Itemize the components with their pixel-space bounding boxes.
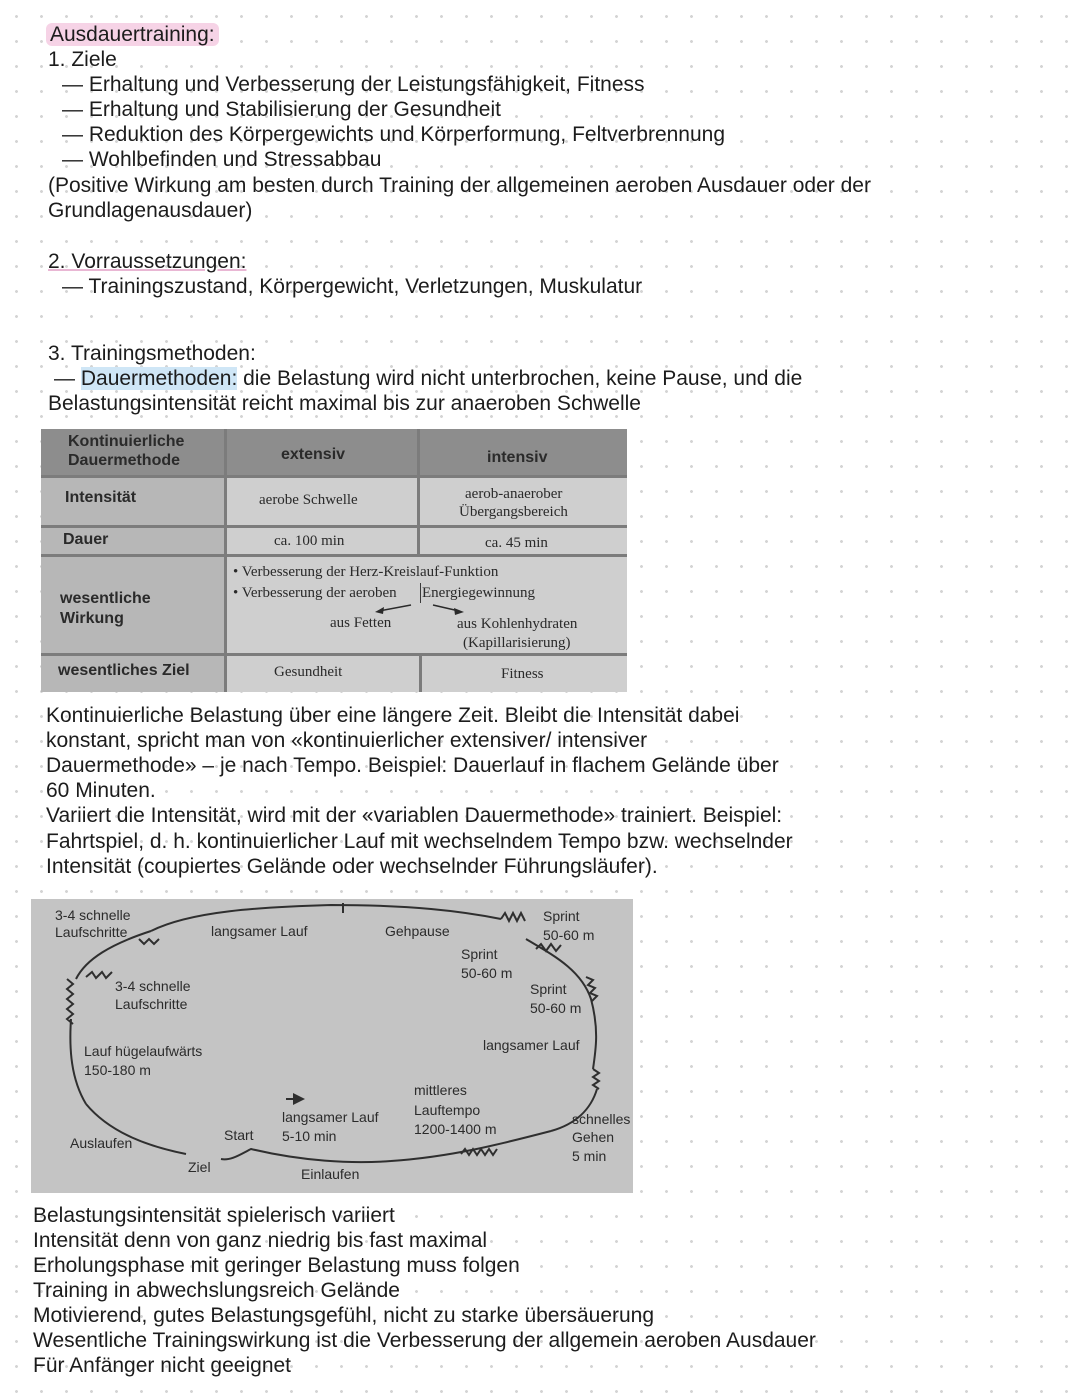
- dauermethoden-highlight: Dauermethoden:: [80, 367, 238, 390]
- table-header-extensiv: extensiv: [281, 446, 346, 463]
- diagram-label: Start: [224, 1127, 254, 1143]
- diagram-label: Ziel: [188, 1159, 211, 1175]
- row-label-wirkung: Wirkung: [60, 610, 124, 627]
- section1-note-line: (Positive Wirkung am besten durch Training der allgemeinen aeroben Ausdauer oder der: [48, 174, 871, 197]
- cell-text: aus Fetten: [330, 615, 392, 631]
- row-label-intensitaet: Intensität: [65, 489, 137, 506]
- paragraph1-line: Kontinuierliche Belastung über eine längere Zeit. Bleibt die Intensität dabei: [46, 704, 740, 727]
- diagram-label: langsamer Lauf: [211, 923, 308, 939]
- diagram-label: Einlaufen: [301, 1166, 360, 1182]
- paragraph2-line: Training in abwechslungsreich Gelände: [33, 1279, 400, 1302]
- diagram-label: Gehpause: [385, 923, 450, 939]
- section2-item: — Trainingszustand, Körpergewicht, Verletzungen, Muskulatur: [62, 275, 643, 298]
- diagram-label: mittleres: [414, 1082, 467, 1098]
- cell-text: ca. 100 min: [274, 533, 345, 549]
- page-title: Ausdauertraining:: [46, 22, 219, 47]
- cell-text: • Verbesserung der aeroben: [233, 585, 397, 601]
- cell-text: ca. 45 min: [485, 535, 548, 551]
- paragraph1-line: Fahrtspiel, d. h. kontinuierlicher Lauf mit wechselndem Tempo bzw. wechselnder: [46, 830, 793, 853]
- course-path: [221, 1149, 391, 1162]
- cell-text: Übergangsbereich: [459, 504, 568, 520]
- sprint-zigzag: [86, 972, 112, 978]
- diagram-label: Laufschritte: [55, 924, 128, 940]
- paragraph2-line: Wesentliche Trainingswirkung ist die Verbesserung der allgemein aeroben Ausdauer: [33, 1329, 816, 1352]
- section1-note-line: Grundlagenausdauer): [48, 199, 253, 222]
- sprint-zigzag: [593, 1069, 599, 1089]
- paragraph2-line: Für Anfänger nicht geeignet: [33, 1354, 292, 1377]
- section1-heading: 1. Ziele: [48, 48, 117, 71]
- diagram-label: schnelles: [572, 1111, 631, 1127]
- cell-text: aerobe Schwelle: [259, 492, 358, 508]
- diagram-label: 1200-1400 m: [414, 1121, 497, 1137]
- arrow-left-icon: [375, 607, 384, 614]
- paragraph1-line: Intensität (coupiertes Gelände oder wechselnder Führungsläufer).: [46, 855, 658, 878]
- paragraph2-line: Erholungsphase mit geringer Belastung muss folgen: [33, 1254, 520, 1277]
- diagram-label: 150-180 m: [84, 1062, 151, 1078]
- cell-text: Gesundheit: [274, 664, 343, 680]
- section3-heading: 3. Trainingsmethoden:: [48, 342, 256, 365]
- goal-item: — Wohlbefinden und Stressabbau: [62, 148, 382, 171]
- sprint-zigzag: [139, 939, 159, 944]
- diagram-label: Sprint: [461, 946, 498, 962]
- section3-line1: — Dauermethoden: die Belastung wird nicht unterbrochen, keine Pause, und die: [54, 367, 803, 390]
- row-label-dauer: Dauer: [63, 531, 109, 548]
- diagram-label: 3-4 schnelle: [55, 907, 131, 923]
- cell-text: aus Kohlenhydraten: [457, 616, 578, 632]
- diagram-label: 3-4 schnelle: [115, 978, 191, 994]
- goal-item: — Erhaltung und Stabilisierung der Gesundheit: [62, 98, 501, 121]
- cell-text: aerob-anaerober: [465, 486, 563, 502]
- section2-heading: 2. Vorraussetzungen:: [48, 250, 247, 273]
- diagram-label: Sprint: [543, 908, 580, 924]
- cell-text: (Kapillarisierung): [463, 635, 571, 651]
- section3-line2: Belastungsintensität reicht maximal bis zur anaeroben Schwelle: [48, 392, 641, 415]
- diagram-label: langsamer Lauf: [483, 1037, 580, 1053]
- row-label-wirkung: wesentliche: [60, 590, 151, 607]
- cell-text: • Verbesserung der Herz-Kreislauf-Funktion: [233, 564, 499, 580]
- diagram-label: 50-60 m: [543, 927, 595, 943]
- diagram-label: Laufschritte: [115, 996, 188, 1012]
- cell-text: Energiegewinnung: [422, 585, 536, 601]
- paragraph1-line: Variiert die Intensität, wird mit der «variablen Dauermethode» trainiert. Beispiel:: [46, 804, 783, 827]
- diagram-label: Gehen: [572, 1129, 615, 1145]
- paragraph2-line: Belastungsintensität spielerisch variiert: [33, 1204, 395, 1227]
- paragraph2-line: Motivierend, gutes Belastungsgefühl, nicht zu starke übersäuerung: [33, 1304, 655, 1327]
- diagram-label: Sprint: [530, 981, 567, 997]
- diagram-label: Lauftempo: [414, 1102, 481, 1118]
- dauermethode-table: [41, 429, 627, 692]
- sprint-zigzag: [501, 913, 525, 921]
- diagram-label: Auslaufen: [70, 1135, 133, 1151]
- hill-zigzag: [67, 979, 73, 1024]
- cell-text: Fitness: [501, 666, 544, 682]
- goal-item: — Erhaltung und Verbesserung der Leistungsfähigkeit, Fitness: [62, 73, 645, 96]
- table-arrows: [41, 429, 627, 692]
- fahrtspiel-diagram: [31, 899, 633, 1193]
- diagram-label: 50-60 m: [461, 965, 513, 981]
- paragraph1-line: konstant, spricht man von «kontinuierlicher extensiver/ intensiver: [46, 729, 648, 752]
- paragraph1-line: 60 Minuten.: [46, 779, 156, 802]
- paragraph2-line: Intensität denn von ganz niedrig bis fast maximal: [33, 1229, 488, 1252]
- table-header-label: Dauermethode: [68, 452, 181, 469]
- paragraph1-line: Dauermethode» – je nach Tempo. Beispiel: Dauerlauf in flachem Gelände über: [46, 754, 779, 777]
- table-header-label: Kontinuierliche: [68, 433, 185, 450]
- sprint-zigzag: [461, 1149, 497, 1155]
- diagram-label: 50-60 m: [530, 1000, 582, 1016]
- table-header-intensiv: intensiv: [487, 449, 548, 466]
- diagram-label: Lauf hügelaufwärts: [84, 1043, 203, 1059]
- row-label-ziel: wesentliches Ziel: [58, 662, 190, 679]
- diagram-label: 5-10 min: [282, 1128, 337, 1144]
- arrow-right-icon: [454, 608, 464, 615]
- goal-item: — Reduktion des Körpergewichts und Körperformung, Feltverbrennung: [62, 123, 726, 146]
- direction-arrow-icon: [293, 1093, 305, 1105]
- diagram-label: langsamer Lauf: [282, 1109, 379, 1125]
- diagram-label: 5 min: [572, 1148, 607, 1164]
